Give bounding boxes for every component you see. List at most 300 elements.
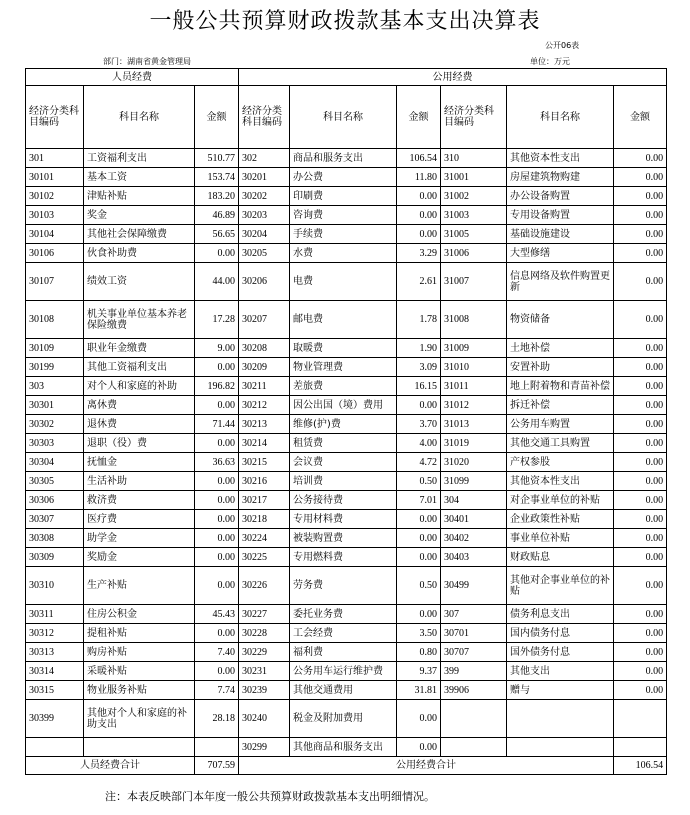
cell-code: 30302	[26, 415, 84, 434]
cell-code: 39906	[441, 681, 507, 700]
cell-code: 30306	[26, 491, 84, 510]
cell-name: 商品和服务支出	[290, 149, 397, 168]
cell-code: 30299	[239, 738, 290, 757]
cell-amount: 71.44	[195, 415, 239, 434]
cell-amount: 0.00	[614, 567, 667, 605]
cell-name: 工资福利支出	[84, 149, 195, 168]
cell-name: 办公设备购置	[507, 187, 614, 206]
cell-name: 奖金	[84, 206, 195, 225]
cell-amount: 0.00	[195, 548, 239, 567]
cell-name: 债务利息支出	[507, 605, 614, 624]
cell-amount: 0.00	[614, 225, 667, 244]
cell-code: 31019	[441, 434, 507, 453]
cell-amount: 0.00	[397, 510, 441, 529]
cell-name: 机关事业单位基本养老保险缴费	[84, 301, 195, 339]
cell-code: 31099	[441, 472, 507, 491]
cell-code: 30240	[239, 700, 290, 738]
cell-amount: 9.37	[397, 662, 441, 681]
cell-name: 培训费	[290, 472, 397, 491]
cell-name: 取暖费	[290, 339, 397, 358]
table-row	[26, 738, 667, 757]
cell-name: 专用燃料费	[290, 548, 397, 567]
cell-name: 被装购置费	[290, 529, 397, 548]
cell-code: 30202	[239, 187, 290, 206]
cell-name: 专用设备购置	[507, 206, 614, 225]
cell-name: 其他对企事业单位的补贴	[507, 567, 614, 605]
cell-code: 31010	[441, 358, 507, 377]
cell-amount: 0.00	[397, 605, 441, 624]
cell-name: 退休费	[84, 415, 195, 434]
cell-amount: 36.63	[195, 453, 239, 472]
cell-code: 301	[26, 149, 84, 168]
cell-amount: 0.00	[614, 415, 667, 434]
cell-code: 31006	[441, 244, 507, 263]
cell-amount: 0.00	[614, 206, 667, 225]
cell-code: 30399	[26, 700, 84, 738]
cell-code: 30104	[26, 225, 84, 244]
table-row	[26, 415, 667, 434]
cell-amount: 0.00	[397, 529, 441, 548]
cell-amount	[614, 738, 667, 757]
table-row	[26, 263, 667, 301]
cell-code: 30103	[26, 206, 84, 225]
cell-amount: 183.20	[195, 187, 239, 206]
cell-name: 其他工资福利支出	[84, 358, 195, 377]
unit-label: 单位：万元	[530, 57, 570, 66]
cell-code: 31013	[441, 415, 507, 434]
cell-name: 物资储备	[507, 301, 614, 339]
cell-name: 国内债务付息	[507, 624, 614, 643]
cell-amount: 3.09	[397, 358, 441, 377]
cell-code: 30313	[26, 643, 84, 662]
cell-amount: 0.00	[195, 472, 239, 491]
col-header-name: 科目名称	[507, 86, 614, 149]
col-header-code: 经济分类科目编码	[26, 86, 84, 149]
cell-name	[507, 700, 614, 738]
cell-name: 其他资本性支出	[507, 472, 614, 491]
cell-name: 房屋建筑物购建	[507, 168, 614, 187]
cell-name: 公务用车购置	[507, 415, 614, 434]
cell-amount: 0.00	[195, 624, 239, 643]
cell-name: 其他交通费用	[290, 681, 397, 700]
cell-name: 其他商品和服务支出	[290, 738, 397, 757]
cell-code: 31012	[441, 396, 507, 415]
cell-amount: 0.00	[195, 358, 239, 377]
cell-name: 物业服务补贴	[84, 681, 195, 700]
cell-code: 30209	[239, 358, 290, 377]
table-row	[26, 244, 667, 263]
cell-name: 会议费	[290, 453, 397, 472]
cell-amount: 0.00	[614, 453, 667, 472]
cell-name: 劳务费	[290, 567, 397, 605]
cell-amount: 0.00	[614, 491, 667, 510]
cell-code: 30225	[239, 548, 290, 567]
cell-amount: 0.00	[195, 567, 239, 605]
cell-name: 采暖补贴	[84, 662, 195, 681]
cell-name: 离休费	[84, 396, 195, 415]
cell-amount: 0.00	[614, 529, 667, 548]
cell-code: 30206	[239, 263, 290, 301]
cell-code: 30228	[239, 624, 290, 643]
table-row	[26, 206, 667, 225]
cell-code: 30227	[239, 605, 290, 624]
cell-name: 办公费	[290, 168, 397, 187]
cell-code: 30109	[26, 339, 84, 358]
cell-name: 对企事业单位的补贴	[507, 491, 614, 510]
cell-code: 30308	[26, 529, 84, 548]
cell-amount: 28.18	[195, 700, 239, 738]
cell-amount: 31.81	[397, 681, 441, 700]
department-label: 部门：湖南省黄金管理局	[103, 57, 191, 66]
cell-name: 安置补助	[507, 358, 614, 377]
page-title: 一般公共预算财政拨款基本支出决算表	[149, 9, 541, 34]
table-row	[26, 434, 667, 453]
cell-name: 退职（役）费	[84, 434, 195, 453]
table-row	[26, 681, 667, 700]
cell-code	[441, 738, 507, 757]
cell-code: 30226	[239, 567, 290, 605]
cell-name: 赠与	[507, 681, 614, 700]
cell-code: 30315	[26, 681, 84, 700]
cell-name: 福利费	[290, 643, 397, 662]
cell-amount: 510.77	[195, 149, 239, 168]
cell-amount: 1.78	[397, 301, 441, 339]
cell-code: 399	[441, 662, 507, 681]
cell-name: 津贴补贴	[84, 187, 195, 206]
cell-code: 31008	[441, 301, 507, 339]
table-row	[26, 472, 667, 491]
col-header-code: 经济分类科目编码	[239, 86, 290, 149]
cell-code: 30305	[26, 472, 84, 491]
cell-code: 30307	[26, 510, 84, 529]
cell-name: 事业单位补贴	[507, 529, 614, 548]
cell-name: 水费	[290, 244, 397, 263]
table-row	[26, 700, 667, 738]
table-row	[26, 301, 667, 339]
cell-code: 30207	[239, 301, 290, 339]
cell-amount: 0.00	[195, 396, 239, 415]
cell-name: 咨询费	[290, 206, 397, 225]
cell-name: 手续费	[290, 225, 397, 244]
cell-name: 邮电费	[290, 301, 397, 339]
cell-amount: 0.00	[614, 643, 667, 662]
cell-code: 302	[239, 149, 290, 168]
cell-amount: 196.82	[195, 377, 239, 396]
cell-code: 31009	[441, 339, 507, 358]
cell-name: 救济费	[84, 491, 195, 510]
cell-amount: 1.90	[397, 339, 441, 358]
cell-code: 30205	[239, 244, 290, 263]
cell-name: 提租补贴	[84, 624, 195, 643]
cell-name: 租赁费	[290, 434, 397, 453]
cell-name: 差旅费	[290, 377, 397, 396]
table-row	[26, 187, 667, 206]
cell-name: 绩效工资	[84, 263, 195, 301]
cell-amount: 3.29	[397, 244, 441, 263]
col-header-name: 科目名称	[84, 86, 195, 149]
cell-name: 其他交通工具购置	[507, 434, 614, 453]
cell-code: 30218	[239, 510, 290, 529]
cell-code: 30108	[26, 301, 84, 339]
cell-amount: 0.00	[614, 187, 667, 206]
cell-name: 奖励金	[84, 548, 195, 567]
cell-name: 国外债务付息	[507, 643, 614, 662]
col-header-amount: 金额	[195, 86, 239, 149]
table-row	[26, 624, 667, 643]
cell-code: 30499	[441, 567, 507, 605]
cell-code: 30208	[239, 339, 290, 358]
cell-amount: 0.00	[397, 548, 441, 567]
cell-amount: 17.28	[195, 301, 239, 339]
cell-code: 30201	[239, 168, 290, 187]
table-row	[26, 491, 667, 510]
table-row	[26, 529, 667, 548]
col-header-amount: 金额	[397, 86, 441, 149]
cell-name: 伙食补助费	[84, 244, 195, 263]
cell-amount: 153.74	[195, 168, 239, 187]
footnote: 注：本表反映部门本年度一般公共预算财政拨款基本支出明细情况。	[105, 790, 435, 803]
table-row	[26, 662, 667, 681]
cell-name: 企业政策性补贴	[507, 510, 614, 529]
cell-amount: 46.89	[195, 206, 239, 225]
table-row	[26, 396, 667, 415]
table-row	[26, 567, 667, 605]
cell-amount: 0.00	[195, 662, 239, 681]
cell-name: 助学金	[84, 529, 195, 548]
cell-name: 维修(护)费	[290, 415, 397, 434]
cell-amount: 0.00	[195, 434, 239, 453]
cell-code: 304	[441, 491, 507, 510]
cell-amount: 0.00	[195, 491, 239, 510]
cell-name: 委托业务费	[290, 605, 397, 624]
expenditure-table	[25, 68, 667, 775]
table-row	[26, 510, 667, 529]
cell-amount: 0.00	[614, 377, 667, 396]
cell-amount: 0.00	[195, 529, 239, 548]
cell-code: 30229	[239, 643, 290, 662]
cell-code: 30107	[26, 263, 84, 301]
cell-name: 税金及附加费用	[290, 700, 397, 738]
cell-name: 财政贴息	[507, 548, 614, 567]
form-number: 公开06表	[545, 41, 580, 50]
cell-name: 其他社会保障缴费	[84, 225, 195, 244]
cell-amount: 3.70	[397, 415, 441, 434]
cell-code: 30213	[239, 415, 290, 434]
cell-amount: 7.74	[195, 681, 239, 700]
cell-amount: 45.43	[195, 605, 239, 624]
cell-code: 31002	[441, 187, 507, 206]
cell-name: 拆迁补偿	[507, 396, 614, 415]
col-header-amount: 金额	[614, 86, 667, 149]
cell-name: 基础设施建设	[507, 225, 614, 244]
cell-amount: 56.65	[195, 225, 239, 244]
cell-amount: 0.50	[397, 472, 441, 491]
cell-amount: 44.00	[195, 263, 239, 301]
group-header-public: 公用经费	[239, 69, 667, 86]
cell-code: 30212	[239, 396, 290, 415]
cell-amount: 0.00	[614, 358, 667, 377]
cell-code: 30304	[26, 453, 84, 472]
cell-amount: 0.00	[614, 548, 667, 567]
cell-amount: 0.00	[397, 738, 441, 757]
cell-amount: 0.00	[614, 263, 667, 301]
cell-name: 住房公积金	[84, 605, 195, 624]
cell-code: 30402	[441, 529, 507, 548]
public-total-label: 公用经费合计	[239, 757, 614, 775]
cell-code: 30231	[239, 662, 290, 681]
personnel-total-label: 人员经费合计	[26, 757, 195, 775]
cell-name: 信息网络及软件购置更新	[507, 263, 614, 301]
cell-name: 其他支出	[507, 662, 614, 681]
cell-amount: 2.61	[397, 263, 441, 301]
cell-name: 专用材料费	[290, 510, 397, 529]
cell-name: 工会经费	[290, 624, 397, 643]
cell-amount: 11.80	[397, 168, 441, 187]
cell-name: 土地补偿	[507, 339, 614, 358]
cell-code: 310	[441, 149, 507, 168]
cell-name: 物业管理费	[290, 358, 397, 377]
cell-name: 生活补助	[84, 472, 195, 491]
cell-name: 公务接待费	[290, 491, 397, 510]
cell-code: 30707	[441, 643, 507, 662]
cell-code: 30203	[239, 206, 290, 225]
cell-code: 31005	[441, 225, 507, 244]
cell-amount	[195, 738, 239, 757]
cell-code: 30303	[26, 434, 84, 453]
cell-amount: 0.00	[614, 681, 667, 700]
cell-code: 30312	[26, 624, 84, 643]
table-row	[26, 643, 667, 662]
cell-amount: 0.00	[614, 662, 667, 681]
cell-amount	[614, 700, 667, 738]
cell-code: 30217	[239, 491, 290, 510]
cell-code: 30310	[26, 567, 84, 605]
cell-amount: 0.00	[614, 605, 667, 624]
cell-amount: 106.54	[397, 149, 441, 168]
table-row	[26, 168, 667, 187]
cell-name: 基本工资	[84, 168, 195, 187]
cell-name: 生产补贴	[84, 567, 195, 605]
cell-name: 地上附着物和青苗补偿	[507, 377, 614, 396]
cell-name: 医疗费	[84, 510, 195, 529]
cell-code: 303	[26, 377, 84, 396]
cell-code: 30403	[441, 548, 507, 567]
cell-code: 31020	[441, 453, 507, 472]
col-header-code: 经济分类科目编码	[441, 86, 507, 149]
cell-amount: 7.40	[195, 643, 239, 662]
cell-amount: 0.00	[397, 225, 441, 244]
cell-amount: 0.00	[397, 700, 441, 738]
cell-amount: 0.00	[614, 434, 667, 453]
cell-code: 30204	[239, 225, 290, 244]
cell-amount: 7.01	[397, 491, 441, 510]
cell-amount: 0.00	[614, 149, 667, 168]
cell-amount: 0.00	[614, 624, 667, 643]
cell-code: 30215	[239, 453, 290, 472]
cell-code: 30701	[441, 624, 507, 643]
cell-amount: 0.00	[614, 244, 667, 263]
cell-code: 30216	[239, 472, 290, 491]
cell-amount: 0.00	[397, 206, 441, 225]
cell-name	[84, 738, 195, 757]
cell-amount: 0.00	[195, 510, 239, 529]
cell-code: 31007	[441, 263, 507, 301]
cell-amount: 4.00	[397, 434, 441, 453]
cell-name: 对个人和家庭的补助	[84, 377, 195, 396]
cell-code: 30102	[26, 187, 84, 206]
col-header-name: 科目名称	[290, 86, 397, 149]
cell-code: 30311	[26, 605, 84, 624]
table-row	[26, 339, 667, 358]
cell-name: 大型修缮	[507, 244, 614, 263]
cell-code: 307	[441, 605, 507, 624]
cell-amount: 0.00	[614, 301, 667, 339]
cell-name: 印刷费	[290, 187, 397, 206]
cell-name: 产权参股	[507, 453, 614, 472]
table-row	[26, 225, 667, 244]
group-header-personnel: 人员经费	[26, 69, 239, 86]
cell-code: 31011	[441, 377, 507, 396]
cell-code: 30309	[26, 548, 84, 567]
table-row	[26, 453, 667, 472]
table-row	[26, 358, 667, 377]
cell-code: 30401	[441, 510, 507, 529]
cell-amount: 0.00	[195, 244, 239, 263]
cell-code: 30239	[239, 681, 290, 700]
table-row	[26, 377, 667, 396]
cell-code: 31003	[441, 206, 507, 225]
cell-code	[441, 700, 507, 738]
cell-amount: 0.00	[614, 396, 667, 415]
cell-amount: 0.80	[397, 643, 441, 662]
cell-name: 其他资本性支出	[507, 149, 614, 168]
cell-name	[507, 738, 614, 757]
cell-code: 30211	[239, 377, 290, 396]
cell-code: 30224	[239, 529, 290, 548]
cell-code: 30314	[26, 662, 84, 681]
cell-code: 30101	[26, 168, 84, 187]
cell-name: 电费	[290, 263, 397, 301]
totals-row	[26, 757, 667, 775]
cell-name: 抚恤金	[84, 453, 195, 472]
cell-name: 职业年金缴费	[84, 339, 195, 358]
public-total-value: 106.54	[614, 757, 667, 775]
cell-name: 公务用车运行维护费	[290, 662, 397, 681]
cell-amount: 0.50	[397, 567, 441, 605]
cell-amount: 0.00	[614, 168, 667, 187]
table-row	[26, 149, 667, 168]
cell-name: 因公出国（境）费用	[290, 396, 397, 415]
cell-amount: 0.00	[397, 396, 441, 415]
table-row	[26, 605, 667, 624]
cell-code: 30199	[26, 358, 84, 377]
cell-amount: 9.00	[195, 339, 239, 358]
cell-code: 31001	[441, 168, 507, 187]
table-row	[26, 548, 667, 567]
cell-code	[26, 738, 84, 757]
cell-name: 购房补贴	[84, 643, 195, 662]
cell-code: 30301	[26, 396, 84, 415]
cell-amount: 0.00	[614, 510, 667, 529]
cell-amount: 0.00	[614, 339, 667, 358]
personnel-total-value: 707.59	[195, 757, 239, 775]
cell-amount: 16.15	[397, 377, 441, 396]
cell-amount: 0.00	[397, 187, 441, 206]
cell-code: 30214	[239, 434, 290, 453]
cell-code: 30106	[26, 244, 84, 263]
cell-amount: 3.50	[397, 624, 441, 643]
cell-name: 其他对个人和家庭的补助支出	[84, 700, 195, 738]
